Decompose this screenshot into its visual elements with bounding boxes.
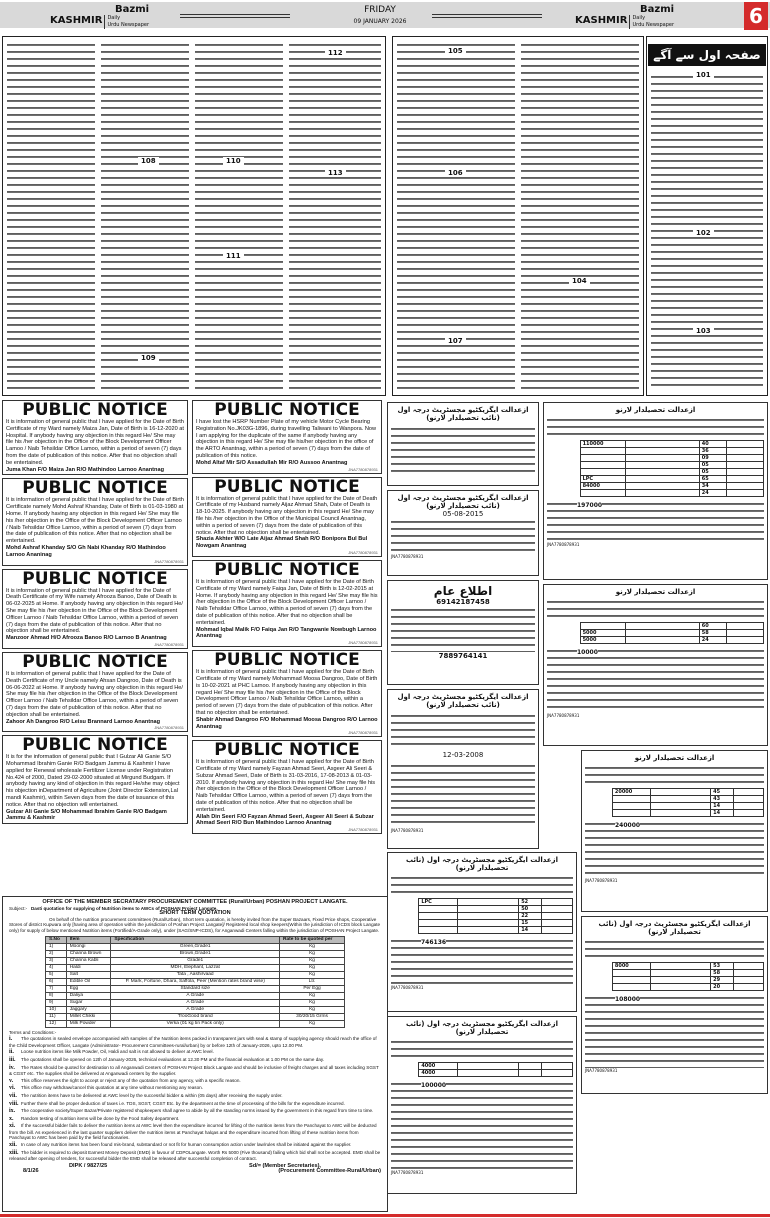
table-row: 05: [580, 469, 763, 476]
notice-signature: Gulzar Ali Ganie S/O Mohammad Ibrahim Ganie R/O Badgam Jammu & Kashmir: [6, 808, 167, 822]
brand-logo-left: Bazmi KASHMIR Daily Urdu Newspaper: [50, 4, 150, 28]
notice-body: It is information of general public that I have applied for the Date of Death Certificate of my Husband namely Aijaz Ahmad Shah, Date of Death is 18-10-2025. If anybody having any objection in this regard He/ She may file his /her objection in the Office of the Municipal Council Anantnag, within a period of seven (7) days from the date of publication of this notice. After that no objection shall be entertained.: [196, 495, 378, 536]
term-item: x. Random testing of nutrition items will be done by the Food Safety department.: [9, 1115, 180, 1122]
nutrition-items-table: [45, 936, 345, 1028]
table-cell: Kg: [280, 971, 345, 978]
term-item: iv. The Rates should be quoted for destination to all Anganwadi Centers of POSHAN Project Block Langate and should be inclusive of freight charges and all taxes including SGST & CGST etc. The supplies shall be delivered at Anganwadi centers by the supplier.: [9, 1064, 379, 1077]
table-row: [46, 985, 345, 992]
notice-title: ازعدالت ایگزیکٹیو مجسٹریٹ درجہ اول (نائب تحصیلدار لارنو): [406, 856, 558, 872]
urdu-court-notice: ازعدالت ایگزیکٹیو مجسٹریٹ درجہ اول (نائب تحصیلدار لارنو) 12-03-2008 JNA7780878931: [387, 689, 539, 849]
table-row: 22: [419, 913, 573, 920]
table-cell: Kg: [280, 999, 345, 1006]
article-number: 101: [693, 71, 714, 79]
notice-title: ازعدالت ایگزیکٹیو مجسٹریٹ درجہ اول (نائب تحصیلدار لارنو): [598, 920, 751, 936]
table-cell: 6): [46, 978, 67, 985]
table-cell: Channa Brown: [66, 950, 111, 957]
public-notice: [2, 478, 188, 565]
public-notice: [192, 740, 382, 834]
article-column: [521, 41, 639, 391]
article-number: 112: [325, 49, 346, 57]
notice-title: PUBLIC NOTICE: [214, 476, 360, 497]
terms-label: Terms and Conditions:-: [9, 1029, 57, 1035]
urdu-land-notice: ازعدالت تحصیلدار لارنو 60 5000 58 5000 24 10000 JNA7780878931: [543, 584, 768, 746]
notice-code: JNA7780878931: [348, 466, 378, 472]
subject: Dasti quotation for supplying of Nutrition items to AWCs of POSHAN Project Langate.: [30, 905, 218, 911]
table-cell: 10): [46, 1006, 67, 1013]
table-row: 09: [580, 455, 763, 462]
land-table: [580, 440, 764, 497]
section-title: صفحہ اول سے آگے: [648, 44, 766, 66]
table-cell: Kg: [280, 957, 345, 964]
table-cell: Tata , Aashirvaad: [111, 971, 280, 978]
term-item: xi. If the successful bidder fails to deliver the nutrition items at AWC level then the expenditure incurred for lifting of the nutrition items from the Panchayat to AWC will be deducted from the bill. As experienced in the last quarter suppliers deliver the nutrition items at Panchayat halqas and the expenditure incurred from lifting of these nutrition items from Panchayat to AWC has been paid by the field functionaries.: [9, 1123, 377, 1141]
notice-column-middle: [192, 400, 382, 837]
notice-signature: Mohd Ashraf Khanday S/O Gh Nabi Khanday R/O Mathindoo Larnoo Ananinag: [6, 544, 166, 558]
notice-column-left: [2, 400, 188, 827]
office-title: OFFICE OF THE MEMBER SECRATARY PROCUREMENT COMMITTEE (Rural/Urban) POSHAN PROJECT LANGATE.: [42, 899, 348, 905]
table-cell: 8): [46, 992, 67, 999]
table-row: 60: [580, 623, 763, 630]
notice-title: PUBLIC NOTICE: [22, 478, 168, 499]
notice-title: PUBLIC NOTICE: [22, 568, 168, 589]
intro: On behalf of the nutrition procurement committees (Rural/Urban), Short term quotation, is hereby invited from the Super Bazaars, Fixed Price shops, Cooperative Stores of district Kupwara only [having area of operation within the jurisdiction of Poshan Project Langate]/ Registered local shop keepers(Within the jurisdiction of ICDS block Langate only) for supply of below mentioned Nutrition items (Fortified/A-Grade only), under (SAG/SNP-ICDS), for Anganwadi Centers falling within the jurisdiction of POSHAN Project Langate.: [9, 916, 381, 933]
notice-code: JNA7780878931: [348, 730, 378, 736]
column-header: Item: [66, 936, 111, 943]
term-item: ix. The cooperative society/Super Bazar/Private registered shopkeepers shall agree to abide by all the standing norms issued by the government in this regard from time to time.: [9, 1108, 374, 1115]
article-number: 102: [693, 229, 714, 237]
notice-title: ازعدالت تحصیلدار لارنو: [634, 754, 715, 762]
column-header: S.No: [46, 936, 67, 943]
signatory: Sd/= (Member Secretaries),: [249, 1162, 321, 1169]
notice-code: JNA7780878931: [348, 549, 378, 555]
notice-code: JNA7780878931: [348, 827, 378, 833]
article-number: 111: [223, 252, 244, 260]
table-cell: Kg: [280, 992, 345, 999]
notice-body: It is information of general public that I have applied for the Date of Death Certificate of my Uncle namely Ahsan Dangroo, Date of Death is 06-06-2022 at Home. If anybody having any objection in this regard He/ She may file his /her objection in the Office of the Block Development Officer Larnoo / Naib Tehsildar Office Larnoo, within a period of seven (7) days from the date of publication of this notice. After that no objection shall be entertained.: [6, 670, 183, 718]
notice-body: It is information of general public that I have applied for the Date of Birth Certificate of my Ward namely Maiza Jan, Date of Birth is 16-12-2020 at Hospital. If anybody having any objection in this regard He/ She may file his /her objection in the Office of the Block Development Officer Lamoo / Naib Tehsildar Office Lamoo, within a period of seven (7) days from the date of publication of this notice. After that no objection shall be entertained.: [6, 419, 184, 466]
issue-date: 09 JANUARY 2026: [353, 18, 407, 25]
table-row: LPC 65: [580, 476, 763, 483]
table-cell: 2): [46, 950, 67, 957]
notice-title: ازعدالت تحصیلدار لارنو: [615, 588, 696, 596]
article-number: 103: [693, 327, 714, 335]
terms-list: [9, 1036, 381, 1162]
table-cell: 11): [46, 1013, 67, 1020]
reference-date: 8/1/26: [23, 1168, 39, 1175]
article-number: 107: [445, 337, 466, 345]
issue-day: FRIDAY: [364, 5, 396, 15]
land-table: [612, 962, 764, 991]
article-number: 109: [138, 354, 159, 362]
table-row: 24: [580, 490, 763, 497]
table-cell: 12): [46, 1020, 67, 1027]
public-notice: [192, 560, 382, 647]
table-cell: Jaggary: [66, 1006, 111, 1013]
notice-title: PUBLIC NOTICE: [22, 400, 168, 420]
table-cell: Kg: [280, 1020, 345, 1027]
term-item: ii. Loose nutrition items like Milk Powder, Oil, Haldi and salt is not allowed to deliver at AWC level.: [9, 1049, 214, 1056]
term-item: i. The quotations in sealed envelope accompanied with samples of the Nutrition items packed in transparent jars with seal & stamp of supplying agency should reach the office of the Child Development Officer, Langate (Administrator- Procurement Committees-rural/urban) by or before 12th of January-2026, upto 12.00 PM.: [9, 1036, 377, 1048]
land-table: [418, 1062, 573, 1077]
table-cell: Salt: [66, 971, 111, 978]
news-block-left: [2, 36, 386, 396]
table-row: [46, 950, 345, 957]
notice-body: I have lost the HSRP Number Plate of my vehicle Motor Cycle Bearing Registration No.JK03G-1896, during travelling Taliwani to Wanpora. Now I am applying for the duplicate of the same if anybody having any objection in this regard He/ She may file his/her objection in the office of the ARTO Anantnag, within a period of seven (7) days from the date of publication of this notice.: [196, 419, 377, 459]
public-notice: [192, 650, 382, 737]
procurement-quotation-notice: [2, 896, 388, 1212]
notice-code: JNA7780878931: [154, 641, 184, 647]
subject-label: Subject:-: [9, 905, 28, 911]
notice-signature: Shabir Ahmad Dangroo F/O Mohammad Moosa Dangroo R/O Larnoo Anantnag: [196, 716, 378, 730]
public-notice: [2, 400, 188, 475]
table-row: 4000: [419, 1070, 573, 1077]
term-item: v. This office reserves the right to accept or reject any of the quotation from any agency, with a specific reason.: [9, 1077, 241, 1084]
table-row: LPC 52: [419, 899, 573, 906]
table-row: [46, 999, 345, 1006]
table-cell: TrooGood brand: [111, 1013, 280, 1020]
article-number: 110: [223, 157, 244, 165]
table-row: 05: [580, 462, 763, 469]
notice-code: JNA7780878931: [154, 558, 184, 564]
table-cell: Egg: [66, 985, 111, 992]
quotation-heading: SHORT TERM QUOTATION: [159, 910, 231, 917]
term-item: xii. In case of any nutrition items has been found mis-brand, substandard or not fit for human consumption action under law/rules shall be initiated against the supplier.: [9, 1142, 352, 1149]
table-cell: 7): [46, 985, 67, 992]
table-row: 43: [612, 796, 763, 803]
notice-code: JNA7780878931: [154, 725, 184, 731]
notice-title: PUBLIC NOTICE: [214, 400, 360, 420]
notice-title: PUBLIC NOTICE: [214, 650, 360, 671]
table-cell: A Grade: [111, 1006, 280, 1013]
public-notice: [192, 400, 382, 474]
table-row: [46, 957, 345, 964]
public-notice: [2, 735, 188, 824]
table-row: [46, 964, 345, 971]
urdu-court-notice: ازعدالت ایگزیکٹیو مجسٹریٹ درجہ اول (نائب تحصیلدار لارنو) 05-08-2015 JNA7780878931: [387, 490, 539, 576]
public-notice: [2, 652, 188, 732]
table-row: 4000: [419, 1063, 573, 1070]
term-item: vii. The nutrition items have to be delivered at AWC level by the successful bidder & within (05 days) after receiving the supply order.: [9, 1092, 283, 1099]
table-cell: Verka (01 kg tin Pack only): [111, 1020, 280, 1027]
table-cell: Ltr.: [280, 978, 345, 985]
table-cell: Edible Oil: [66, 978, 111, 985]
table-cell: Moongi: [66, 943, 111, 950]
table-cell: 3): [46, 957, 67, 964]
table-row: 14: [419, 927, 573, 934]
notice-signature: Mohmad Iqbal Malik F/O Faiqa Jan R/O Tangwanie Nowbugh Larnoo Anantnag: [196, 626, 377, 640]
table-cell: Kg: [280, 943, 345, 950]
notice-signature: Allah Din Seeri F/O Fayzan Ahmad Seeri, Asgeer Ali Seeri & Subzar Ahmad Seeri R/O Bun Mathindoo Larnoo Anantnag: [196, 813, 374, 827]
table-cell: Millet Chikki: [66, 1013, 111, 1020]
notice-signature: Shazia Akhter W/O Late Aijaz Ahmad Shah R/O Bonipora Bul Bul Nowgam Anantnag: [196, 536, 368, 550]
public-announcement: اطلاع عام 69142187458 7889764141: [387, 580, 539, 685]
table-row: [46, 943, 345, 950]
article-column: [101, 41, 189, 391]
table-cell: 9): [46, 999, 67, 1006]
table-row: 5000 24: [580, 637, 763, 644]
term-item: viii. Further there shall be proper deduction of taxes i.e. TDS, SGST, CGST Etc. by the department at the time of processing of the bills for the expenditure incurred.: [9, 1100, 345, 1107]
table-row: 14: [612, 810, 763, 817]
table-cell: Brown,Grade1: [111, 950, 280, 957]
term-item: vi. This office may withdraw/cancel this quotation at any time without mentioning any reason.: [9, 1085, 203, 1092]
urdu-court-notice: ازعدالت ایگزیکٹیو مجسٹریٹ درجہ اول (نائب تحصیلدار لارنو): [387, 402, 539, 486]
notice-title: PUBLIC NOTICE: [22, 651, 168, 672]
notice-title: PUBLIC NOTICE: [22, 735, 168, 756]
table-cell: P. Mark, Fortune, Dhara, Saffola, Peer (Mention rates brand wise): [111, 978, 280, 985]
table-row: [46, 1020, 345, 1027]
table-row: 58: [612, 970, 763, 977]
table-cell: Milk Powder: [66, 1020, 111, 1027]
table-cell: Standard size: [111, 985, 280, 992]
table-row: 20: [612, 984, 763, 991]
column-header: Rate to be quoted per: [280, 936, 345, 943]
table-cell: 1): [46, 943, 67, 950]
notice-body: It is for the information of general public that I Gulzar Ali Ganie S/O Mohammad Ibrahim Ganie R/O Badgam Jammu & Kashmir I have applied for Renewal wholesale Fertilizer License under Registration No.424 of 2000, Dated 29-02-2000 situated at Mirgund Budgam. If anybody having any kind of objection in this regard He/she may object his objection inDepartment of Agriculture (Joint Director Extension,Lal mandi Kashmir), within Seven days from the date of issuance of this notice. After that no objection will entertained.: [6, 754, 180, 808]
urdu-land-notice: ازعدالت ایگزیکٹیو مجسٹریٹ درجہ اول (نائب تحصیلدار لارنو) 8000 53 58 29 20 108000 JNA7780878931: [581, 916, 768, 1094]
urdu-land-notice: ازعدالت ایگزیکٹیو مجسٹریٹ درجہ اول (نائب تحصیلدار لارنو) LPC 52 50 22 15 14 746136 JNA7780878931: [387, 852, 577, 1012]
footer-rule: [0, 1214, 770, 1217]
notice-title: ازعدالت ایگزیکٹیو مجسٹریٹ درجہ اول (نائب تحصیلدار لارنو): [406, 1020, 558, 1036]
notice-signature: Juma Khan F/O Maiza Jan R/O Mathindoo Larnoo Anantnag: [6, 466, 164, 473]
land-table: [580, 622, 764, 644]
notice-signature: Zahoor Ah Dangroo R/O Leisu Brannard Larnoo Anantnag: [6, 718, 161, 725]
front-page-continued: [646, 36, 768, 396]
notice-body: It is information of general public that I have applied for the Date of Birth Certificate namely Mohd Ashraf Khanday, Date of Birth is 01-03-1980 at Home. If anybody having any objection in this regard He/ She may file his /her objection in the Office of the Block Development Officer Larnoo / Naib Tehsildar Office Larnoo, within a period of seven (7) days from the date of publication of this notice. After that no objection shall be entertained.: [6, 497, 184, 545]
notice-signature: Manzoor Ahmad H/O Afrooza Banoo R/O Larnoo B Anantnag: [6, 635, 167, 642]
table-cell: Kg: [280, 950, 345, 957]
table-cell: 4): [46, 964, 67, 971]
article-number: 105: [445, 47, 466, 55]
table-row: 110000 40: [580, 441, 763, 448]
public-notice: [2, 569, 188, 649]
table-cell: Grade1: [111, 957, 280, 964]
table-cell: Per Egg: [280, 985, 345, 992]
table-row: 5000 58: [580, 630, 763, 637]
table-cell: 30/20/15 Grms: [280, 1013, 345, 1020]
article-column: [7, 41, 95, 391]
article-number: 104: [569, 277, 590, 285]
notice-title: ازعدالت تحصیلدار لارنو: [615, 406, 696, 414]
table-row: [46, 971, 345, 978]
article-number: 108: [138, 157, 159, 165]
table-row: [46, 1006, 345, 1013]
table-row: 84000 34: [580, 483, 763, 490]
reference-number: DIPK / 9827/25: [69, 1162, 108, 1169]
table-row: [46, 978, 345, 985]
land-table: [612, 788, 764, 817]
table-row: 15: [419, 920, 573, 927]
table-cell: 5): [46, 971, 67, 978]
term-item: iii. The quotations shall be opened on 12th of January-2026, technical evaluations at 12.30 PM and the financial evaluation at 1.00 PM on the same day.: [9, 1056, 325, 1063]
article-column: [289, 41, 381, 391]
page-number: 6: [744, 2, 768, 30]
table-cell: A Grade: [111, 999, 280, 1006]
notice-body: It is information of general public that I have applied for the Date of Birth Certificate of my Ward namely Faiqa Jan, Date of Birth is 12-02-2015 at Home. If anybody having any objection in this regard He/ She may file his /her objection in the Office of the Block Development Officer Larnoo / Naib Tehsildar Office Larnoo, within a period of seven (7) days from the date of publication of this notice. After that no objection shall be entertained.: [196, 578, 378, 626]
article-column: [195, 41, 283, 391]
urdu-land-notice: ازعدالت ایگزیکٹیو مجسٹریٹ درجہ اول (نائب تحصیلدار لارنو) 4000 4000 100000 JNA7780878931: [387, 1016, 577, 1194]
land-table: [418, 898, 573, 934]
urdu-land-notice: ازعدالت تحصیلدار لارنو 110000 40 36 09 05 05 LPC 65 84000 34 24 197000 JNA7780878931: [543, 402, 768, 580]
table-cell: A Grade: [111, 992, 280, 999]
table-row: 14: [612, 803, 763, 810]
notice-signature: Mohd Altaf Mir S/O Assadullah Mir R/O Aussoo Anantnag: [196, 459, 348, 466]
table-cell: Daliya: [66, 992, 111, 999]
table-row: 50: [419, 906, 573, 913]
signatory-committee: (Procurement Committee-Rural/Urban): [278, 1168, 381, 1175]
table-row: 36: [580, 448, 763, 455]
notice-title: PUBLIC NOTICE: [214, 740, 360, 761]
table-cell: Kg: [280, 1006, 345, 1013]
table-cell: Channa Kabli: [66, 957, 111, 964]
table-cell: Green,Grade1: [111, 943, 280, 950]
urdu-land-notice: ازعدالت تحصیلدار لارنو 20000 45 43 14 14 240000 JNA7780878931: [581, 750, 768, 912]
divider: [180, 14, 290, 18]
article-number: 106: [445, 169, 466, 177]
divider: [432, 14, 542, 18]
table-cell: Haldi: [66, 964, 111, 971]
term-item: xiii. The bidder is required to deposit Earnest Money Deposit (EMD) in favour of CDPOLangate. Worth Rs 5000 (Five thousand) failing which bid shall not be accepted. EMD shall be released after opening of tenders, for successful bidder the EMD shall be released after successful completion of contract.: [9, 1149, 381, 1162]
table-cell: Kg: [280, 964, 345, 971]
table-cell: Sugar: [66, 999, 111, 1006]
notice-title: PUBLIC NOTICE: [214, 559, 360, 580]
table-row: [46, 992, 345, 999]
masthead: [0, 2, 770, 28]
notice-body: It is information of general public that I have applied for the Date of Death Certificate of my Wife namely Afrooza Banoo, Date of Death is 06-02-2025 at Home. If anybody having any objection in this regard He/ She may file his /her objection in the Office of the Block Development Officer Larnoo / Naib Tehsildar Office Larnoo, within a period of seven (7) days from the date of publication of this notice. After that no objection shall be entertained.: [6, 587, 183, 635]
article-number: 113: [325, 169, 346, 177]
public-notice: [192, 477, 382, 557]
news-block-right: [392, 36, 644, 396]
notice-body: It is information of general public that I have applied for the Date of Birth Certificate of my Ward namely Mohammad Moosa Dangroo, Date of Birth is 10-02-2021 at PHC Larnoo. If anybody having any objection in this regard He/ She may file his /her objection in the Office of the Block Development Officer Larnoo / Naib Tehsildar Office Larnoo, within a period of seven (7) days from the date of publication of this notice. After that no objection shall be entertained.: [196, 669, 378, 716]
table-row: 20000 45: [612, 789, 763, 796]
table-row: [46, 1013, 345, 1020]
notice-code: JNA7780878931: [348, 640, 378, 646]
notice-body: It is information of general public that I have applied for the Date of Birth Certificate of my Ward namely Fayzan Ahmad Seeri, Asgeer Ali Seeri & Subzar Ahmad Seeri, Date of Birth is 31-03-2016, 17-08-2013 & 01-03-2010. If anybody having any objection in this regard He/ She may file his /her objection in the Office of the Block Development Officer Larnoo / Naib Tehsildar Office Larnoo, within a period of seven (7) days from the date of publication of this notice. After that no objection shall be entertained.: [196, 759, 376, 813]
brand-logo-right: Bazmi KASHMIR Daily Urdu Newspaper: [575, 4, 675, 28]
column-header: Specification: [111, 936, 280, 943]
table-cell: MDH, Elephant, Lazzat: [111, 964, 280, 971]
table-row: 29: [612, 977, 763, 984]
table-row: 8000 53: [612, 963, 763, 970]
